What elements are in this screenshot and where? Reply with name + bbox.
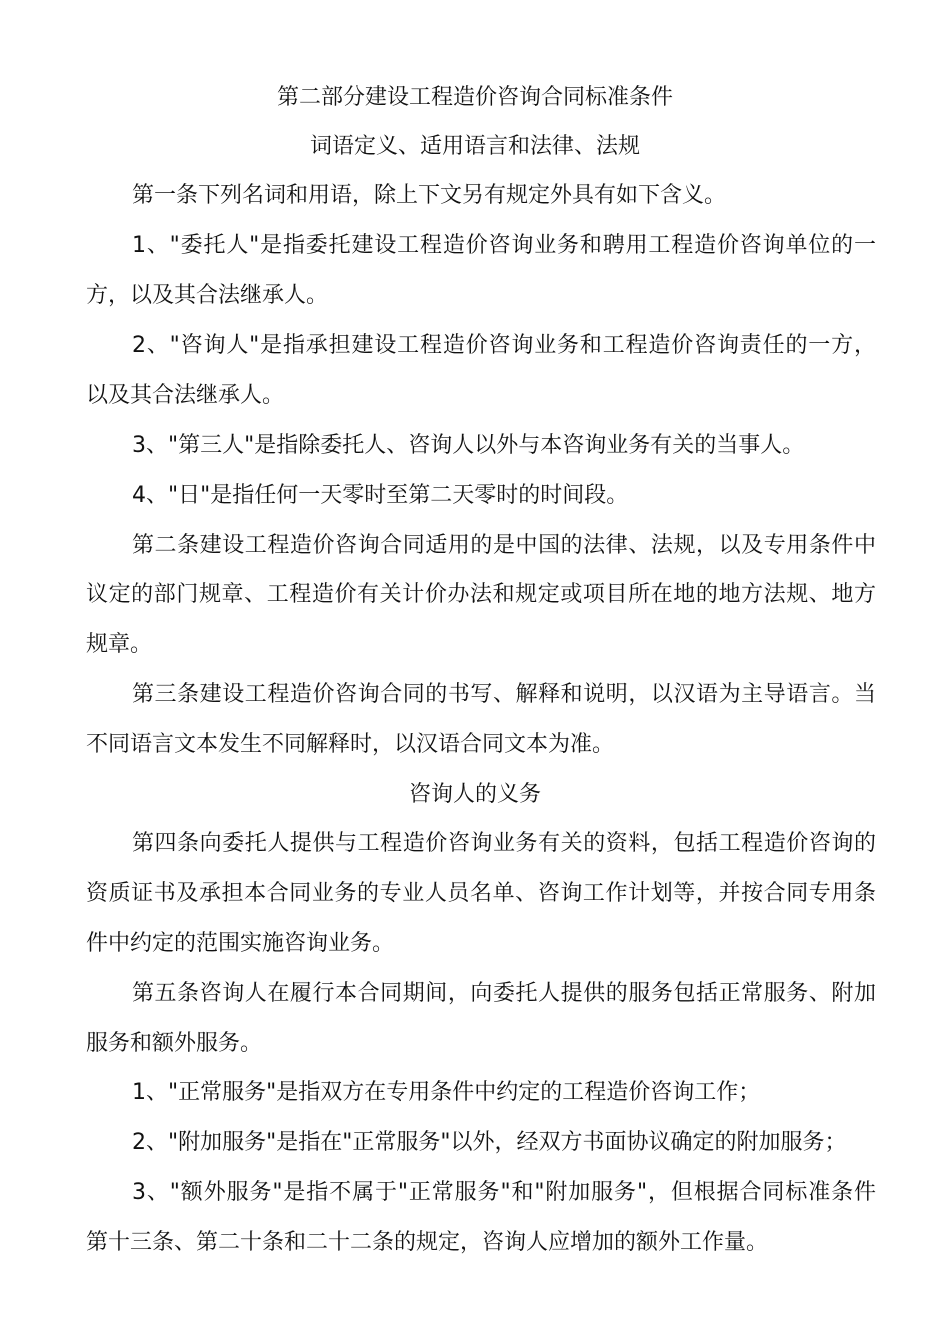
article-4-line-3: 件中约定的范围实施咨询业务。	[86, 931, 395, 956]
article-4-line-1: 第四条向委托人提供与工程造价咨询业务有关的资料，包括工程造价咨询的	[132, 831, 876, 856]
article-3-line-1: 第三条建设工程造价咨询合同的书写、解释和说明，以汉语为主导语言。当	[132, 682, 876, 707]
article-5-line-1: 第五条咨询人在履行本合同期间，向委托人提供的服务包括正常服务、附加	[132, 981, 876, 1006]
section-heading-definitions: 词语定义、适用语言和法律、法规	[309, 134, 640, 159]
service-1-line: 1、"正常服务"是指双方在专用条件中约定的工程造价咨询工作；	[132, 1080, 761, 1105]
definition-2-line-1: 2、"咨询人"是指承担建设工程造价咨询业务和工程造价咨询责任的一方，	[132, 333, 876, 358]
article-2-line-1: 第二条建设工程造价咨询合同适用的是中国的法律、法规，以及专用条件中	[132, 533, 876, 558]
article-4-line-2: 资质证书及承担本合同业务的专业人员名单、咨询工作计划等，并按合同专用条	[86, 881, 876, 906]
definition-2-line-2: 以及其合法继承人。	[86, 383, 285, 408]
article-2-line-2: 议定的部门规章、工程造价有关计价办法和规定或项目所在地的地方法规、地方	[86, 582, 876, 607]
service-2-line: 2、"附加服务"是指在"正常服务"以外，经双方书面协议确定的附加服务；	[132, 1130, 847, 1155]
document-title: 第二部分建设工程造价咨询合同标准条件	[276, 85, 673, 110]
definition-1-line-2: 方，以及其合法继承人。	[86, 283, 329, 308]
definition-3-line: 3、"第三人"是指除委托人、咨询人以外与本咨询业务有关的当事人。	[132, 433, 805, 458]
definition-1-line-1: 1、"委托人"是指委托建设工程造价咨询业务和聘用工程造价咨询单位的一	[132, 233, 876, 258]
service-3-line-2: 第十三条、第二十条和二十二条的规定，咨询人应增加的额外工作量。	[86, 1230, 769, 1255]
article-1-line: 第一条下列名词和用语，除上下文另有规定外具有如下含义。	[132, 183, 727, 208]
definition-4-line: 4、"日"是指任何一天零时至第二天零时的时间段。	[132, 483, 629, 508]
service-3-line-1: 3、"额外服务"是指不属于"正常服务"和"附加服务"，但根据合同标准条件	[132, 1180, 876, 1205]
article-5-line-2: 服务和额外服务。	[86, 1031, 263, 1056]
section-heading-consultant-obligations: 咨询人的义务	[408, 782, 541, 807]
article-2-line-3: 规章。	[86, 632, 153, 657]
article-3-line-2: 不同语言文本发生不同解释时，以汉语合同文本为准。	[86, 732, 615, 757]
